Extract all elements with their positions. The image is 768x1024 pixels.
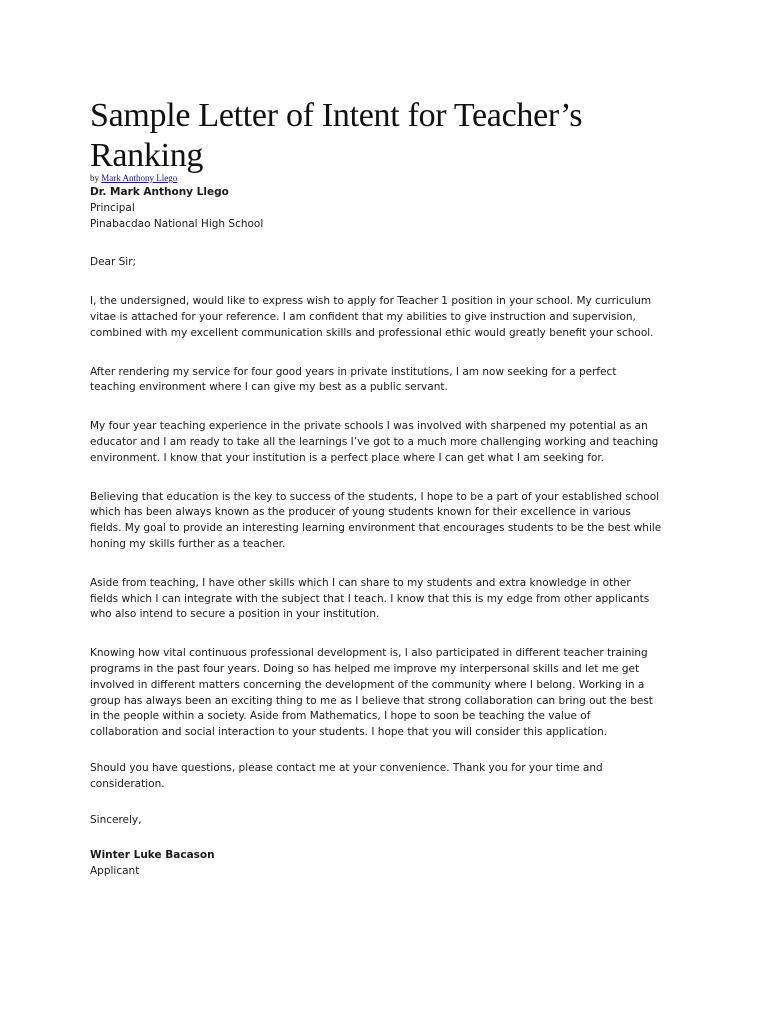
signer-name: Winter Luke Bacason — [90, 849, 215, 862]
closing: Sincerely, — [90, 813, 142, 826]
letter-paragraph: Aside from teaching, I have other skills which I can share to my students and extra knowledge in other fields which I can integrate with the subject that I teach. I know that this is my edge from other applicants who also intend to secure a position in your institution. — [90, 576, 650, 621]
salutation: Dear Sir; — [90, 256, 137, 269]
recipient-position: Principal — [90, 201, 135, 214]
author-link[interactable]: Mark Anthony Llego — [101, 173, 178, 183]
letter-paragraph: Believing that education is the key to success of the students, I hope to be a part of your established school which has been always known as the producer of young students known for their excellence in various fields. My goal to provide an interesting learning environment that encourages students to be the best while honing my skills further as a teacher. — [90, 490, 662, 550]
byline — [90, 172, 177, 184]
letter-paragraph: I, the undersigned, would like to express wish to apply for Teacher 1 position in your school. My curriculum vitae is attached for your reference. I am confident that my abilities to give instruction and supervision, combined with my excellent communication skills and professional ethic would greatly benefit your school. — [90, 295, 654, 339]
letter-paragraph: After rendering my service for four good years in private institutions, I am now seeking for a perfect teaching environment where I can give my best as a public servant. — [90, 365, 617, 394]
document-title: Sample Letter of Intent for Teacher’s Ranking — [90, 97, 583, 174]
letter-paragraph: Should you have questions, please contact me at your convenience. Thank you for your time and consideration. — [90, 761, 603, 790]
recipient-school: Pinabacdao National High School — [90, 217, 264, 230]
letter-body — [90, 185, 662, 880]
recipient-name: Dr. Mark Anthony Llego — [90, 186, 229, 198]
byline-prefix: by — [90, 173, 102, 183]
letter-paragraph: Knowing how vital continuous professional development is, I also participated in different teacher training programs in the past four years. Doing so has helped me improve my interpersonal skills and let me get involved in different matters concerning the development of the community where I belong. Working in a group has always been an exciting thing to me as I believe that strong collaboration can bring out the best in the people within a society. Aside from Mathematics, I hope to soon be teaching the value of collaboration and social interaction to your students. I hope that you will consider this application. — [90, 647, 653, 739]
letter-paragraph: My four year teaching experience in the private schools I was involved with sharpened my potential as an educator and I am ready to take all the learnings I’ve got to a much more challenging working and teaching environment. I know that your institution is a perfect place where I can get what I am seeking for. — [90, 420, 659, 464]
signer-role: Applicant — [90, 865, 140, 878]
